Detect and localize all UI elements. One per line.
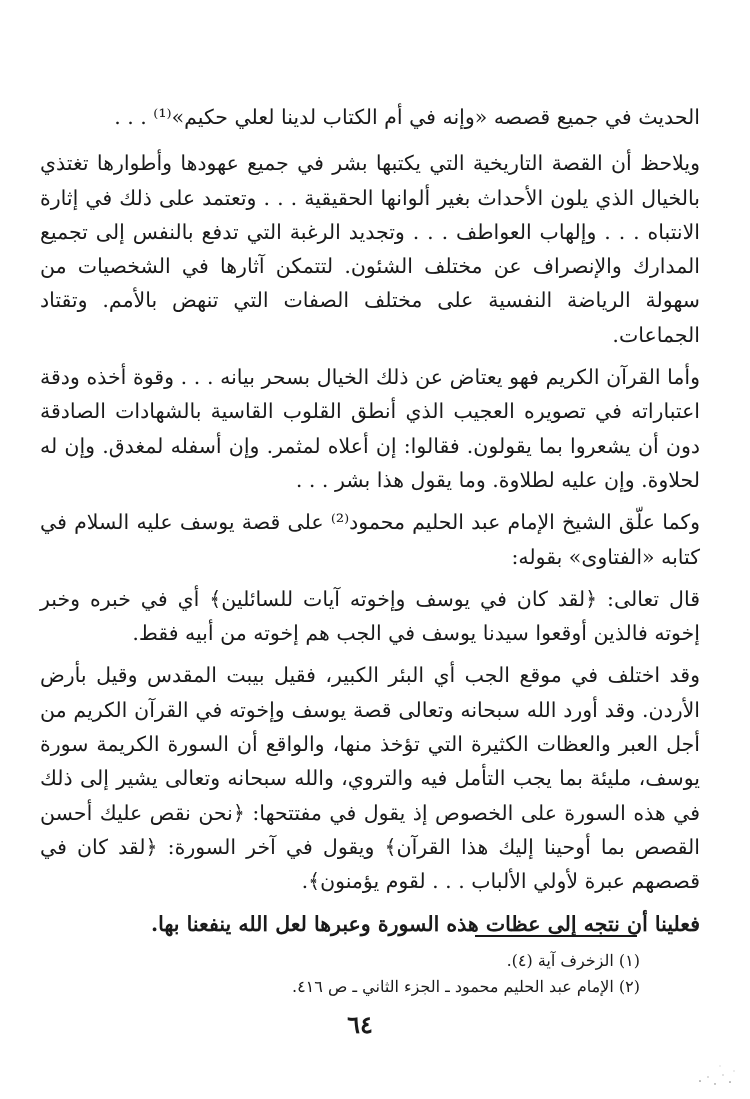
footnote-1: (١) الزخرف آية (٤). bbox=[506, 951, 640, 970]
scan-noise-decoration bbox=[690, 1051, 740, 1091]
paragraph-3: وأما القرآن الكريم فهو يعتاض عن ذلك الخيال بسحر بيانه . . . وقوة أخذه ودقة اعتباراته في تصويره العجيب الذي أنطق القلوب القاسية بالشهادات الصادقة دون أن يشعروا بما يقولون. فقالوا: إن أعلاه لمثمر. وإن أسفله لمغدق. وإن له لحلاوة. وإن عليه لطلاوة. وما يقول هذا بشر . . . bbox=[40, 365, 700, 492]
footnote-separator bbox=[475, 935, 637, 937]
page-body bbox=[40, 100, 700, 949]
paragraph-4: وكما علّق الشيخ الإمام عبد الحليم محمود⁽²⁾ على قصة يوسف عليه السلام في كتابه «الفتاوى» بقوله: bbox=[40, 510, 700, 569]
footnote-2: (٢) الإمام عبد الحليم محمود ـ الجزء الثاني ـ ص ٤١٦. bbox=[291, 977, 640, 996]
paragraph-2: ويلاحظ أن القصة التاريخية التي يكتبها بشر في جميع عهودها وأطوارها تغتذي بالخيال الذي يلون الأحداث بغير ألوانها الحقيقية . . . وتعتمد على ذلك في إثارة الانتباه . . . وإلهاب العواطف . . . وتجديد الرغبة التي تدفع بالنفس إلى تجميع المدارك والإنصراف عن مختلف الشئون. لتتمكن آثارها في الشخصيات من سهولة الرياضة النفسية على مختلف الصفات التي تنهض بالأمم. وتقتاد الجماعات. bbox=[40, 151, 700, 347]
footnotes bbox=[240, 948, 640, 1000]
paragraph-6: وقد اختلف في موقع الجب أي البئر الكبير، فقيل بيبت المقدس وقيل بأرض الأردن. وقد أورد الله سبحانه وتعالى قصة يوسف وإخوته في القرآن الكريم من أجل العبر والعظات الكثيرة التي تؤخذ منها، والواقع أن السورة الكريمة سورة يوسف، مليئة بما يجب التأمل فيه والتروي، والله سبحانه وتعالى يشير إلى ذلك في هذه السورة على الخصوص إذ يقول في مفتتحها: ﴿نحن نقص عليك أحسن القصص بما أوحينا إليك هذا القرآن﴾ ويقول في آخر السورة: ﴿لقد كان في قصصهم عبرة لأولي الألباب . . . لقوم يؤمنون﴾. bbox=[40, 663, 700, 894]
paragraph-5-quran-quote: قال تعالى: ﴿لقد كان في يوسف وإخوته آيات للسائلين﴾ أي في خبره وخبر إخوته فالذين أوقعوا سيدنا يوسف في الجب هم إخوته من أبيه فقط. bbox=[40, 586, 700, 646]
paragraph-1: الحديث في جميع قصصه «وإنه في أم الكتاب لدينا لعلي حكيم»⁽¹⁾ . . . bbox=[114, 105, 700, 129]
paragraph-7-conclusion: فعلينا أن نتجه إلى عظات هذه السورة وعبرها لعل الله ينفعنا بها. bbox=[150, 911, 700, 936]
page-number: ٦٤ bbox=[347, 1010, 373, 1039]
